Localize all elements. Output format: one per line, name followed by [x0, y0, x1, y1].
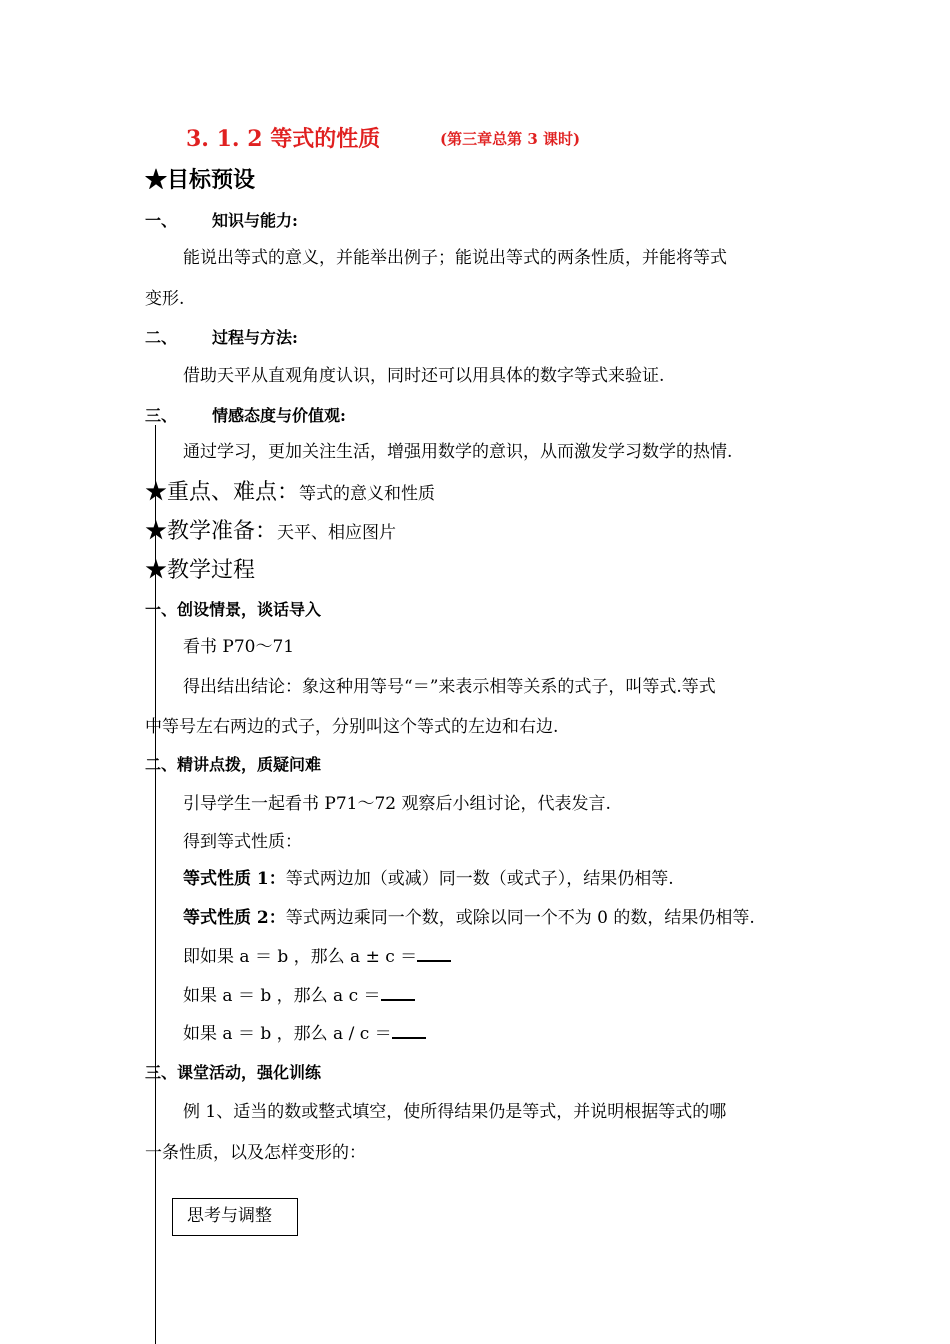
property-2-text: 等式两边乘同一个数，或除以同一个不为 0 的数，结果仍相等.: [285, 908, 755, 928]
goal-1-label: 知识与能力:: [212, 211, 298, 230]
section-3-title: 三、课堂活动，强化训练: [145, 1063, 322, 1082]
property-1: [183, 864, 674, 889]
prep-label: ★教学准备：: [145, 519, 278, 544]
property-2-label: 等式性质 2：: [183, 908, 286, 928]
section-1-line3: 中等号左右两边的式子，分别叫这个等式的左边和右边.: [145, 717, 559, 737]
section-2-title: 二、精讲点拨，质疑问难: [145, 755, 322, 774]
goal-1-number: 一、: [145, 211, 178, 230]
process-heading: ★教学过程: [145, 558, 256, 583]
prep-value: 天平、相应图片: [277, 523, 397, 543]
goals-heading: ★目标预设: [145, 167, 256, 193]
section-3-line2: 一条性质，以及怎样变形的：: [145, 1143, 366, 1163]
key-points-value: 等式的意义和性质: [299, 484, 436, 504]
section-2-line2: 得到等式性质：: [183, 832, 302, 852]
key-points-row: [145, 475, 435, 506]
section-1-line1: 看书 P70～71: [183, 637, 295, 657]
section-1-title: 一、创设情景，谈话导入: [145, 600, 322, 619]
goal-3-label: 情感态度与价值观:: [212, 406, 346, 425]
prep-row: [145, 514, 396, 545]
fill-in-2: [183, 981, 415, 1006]
lesson-title: 3. 1. 2 等式的性质: [186, 126, 381, 152]
fill-in-2-blank: [381, 983, 415, 1001]
goal-3-text-line1: 通过学习，更加关注生活，增强用数学的意识，从而激发学习数学的热情.: [183, 442, 733, 462]
fill-in-1: [183, 942, 451, 967]
goal-2-text-line1: 借助天平从直观角度认识，同时还可以用具体的数字等式来验证.: [183, 366, 665, 386]
fill-in-1-text: 即如果 a ＝ b ，那么 a ± c ＝: [183, 947, 418, 967]
key-points-label: ★重点、难点：: [145, 480, 300, 505]
property-1-label: 等式性质 1：: [183, 869, 286, 889]
property-1-text: 等式两边加（或减）同一数（或式子），结果仍相等.: [285, 869, 674, 889]
section-2-line1: 引导学生一起看书 P71～72 观察后小组讨论，代表发言.: [183, 794, 611, 814]
goal-3-number: 三、: [145, 406, 178, 425]
fill-in-1-blank: [417, 944, 451, 962]
fill-in-2-text: 如果 a ＝ b ，那么 a c ＝: [183, 986, 381, 1006]
section-3-line1: 例 1、适当的数或整式填空，使所得结果仍是等式，并说明根据等式的哪: [183, 1102, 727, 1122]
goal-2-number: 二、: [145, 328, 178, 347]
fill-in-3: [183, 1019, 426, 1044]
fill-in-3-blank: [392, 1021, 426, 1039]
think-adjust-box: 思考与调整: [172, 1198, 298, 1236]
goal-2-label: 过程与方法:: [212, 328, 298, 347]
lesson-subtitle: (第三章总第 3 课时): [440, 130, 581, 148]
property-2: [183, 903, 755, 928]
goal-1-text-line2: 变形.: [145, 289, 185, 309]
goal-1-text-line1: 能说出等式的意义，并能举出例子；能说出等式的两条性质，并能将等式: [183, 248, 727, 268]
section-1-line2: 得出结出结论：象这种用等号“＝”来表示相等关系的式子，叫等式.等式: [183, 677, 716, 697]
fill-in-3-text: 如果 a ＝ b ，那么 a / c ＝: [183, 1024, 392, 1044]
